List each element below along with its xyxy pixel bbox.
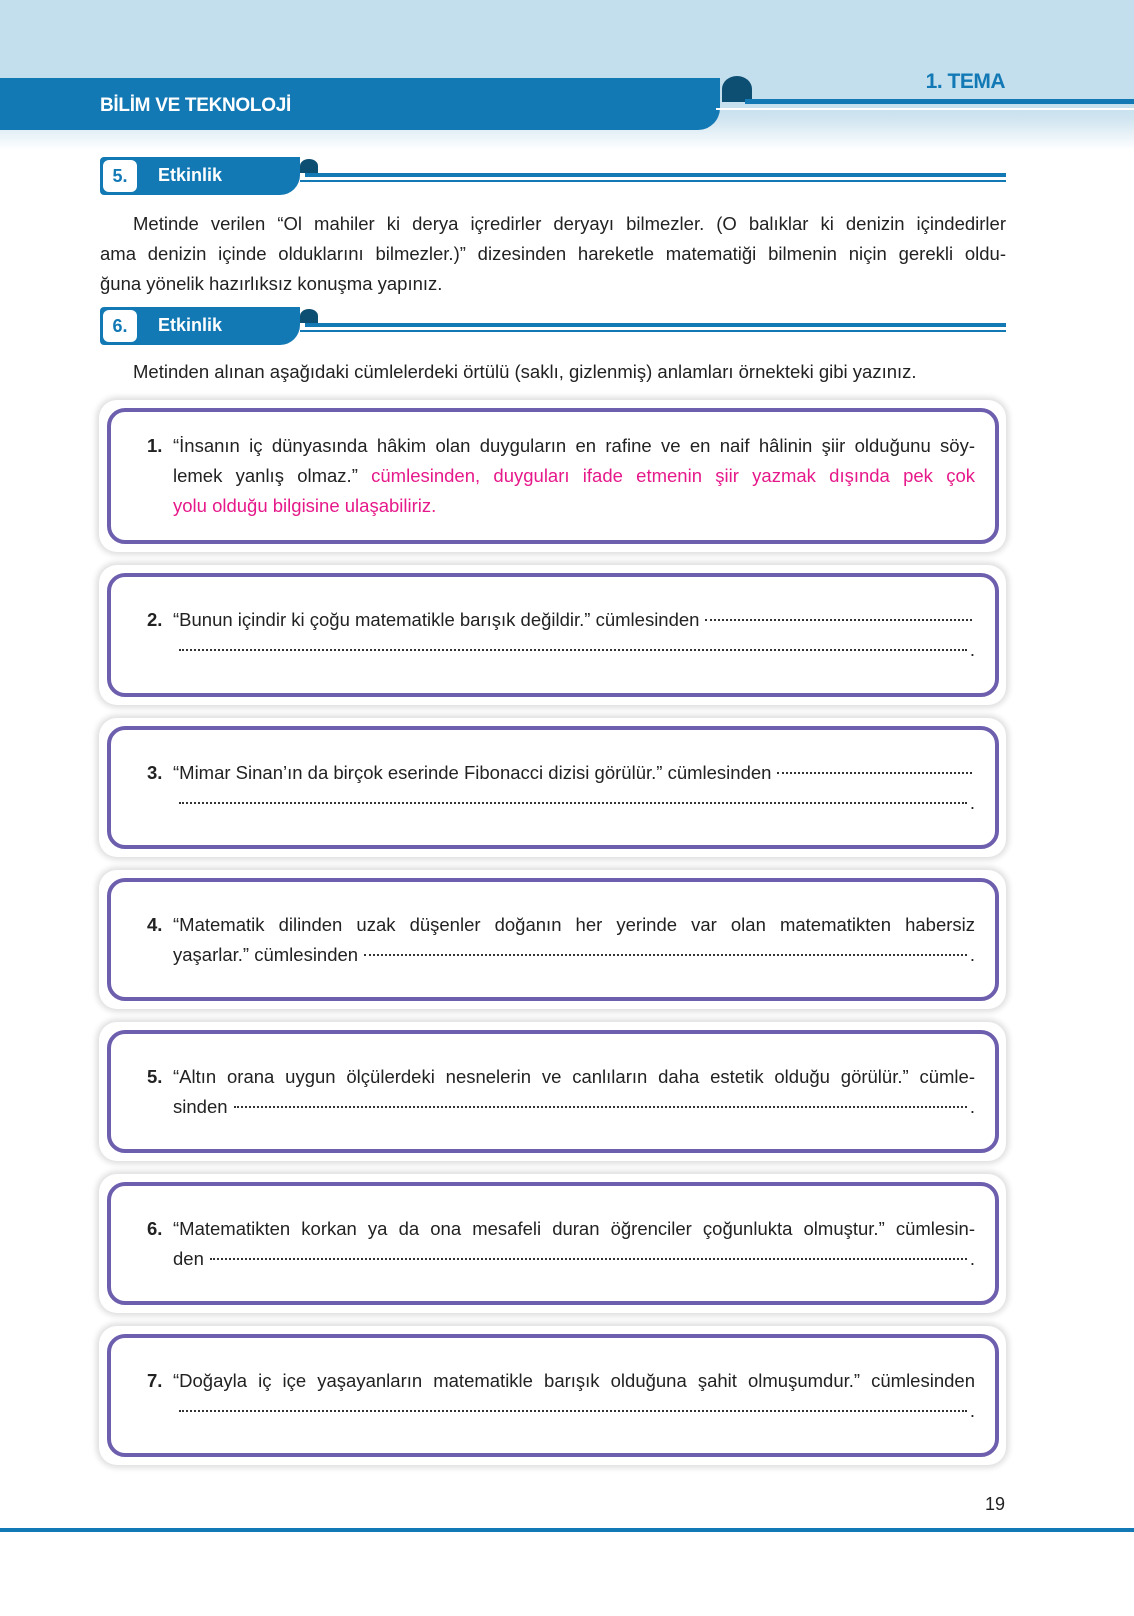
exercise-box (99, 1326, 1006, 1465)
footer-rule (0, 1528, 1134, 1532)
exercise-content (147, 1366, 975, 1426)
answer-blank[interactable] (179, 1410, 967, 1412)
exercise-box (99, 1174, 1006, 1313)
exercise-content (147, 605, 975, 665)
quote-text: “Bunun içindir ki çoğu matematikle barışık değildir.” cümlesinden (173, 609, 700, 630)
quote-text: yaşarlar.” cümlesinden (173, 943, 359, 965)
exercise-number: 3. (147, 761, 163, 783)
exercise-number: 5. (147, 1065, 163, 1087)
theme-label: 1. TEMA (925, 70, 1005, 93)
exercise-frame (107, 726, 999, 849)
quote-text: “Matematik dilinden uzak düşenler doğanın her yerinde var olan matematikten habersiz (173, 913, 975, 935)
quote-text: den (173, 1247, 204, 1269)
text-line: Metinde verilen “Ol mahiler ki derya içredirler deryayı bilmezler. (O balıklar ki denizin içindedirler (133, 213, 1006, 234)
answer-blank[interactable] (179, 649, 967, 651)
quote-text: “Mimar Sinan’ın da birçok eserinde Fibonacci dizisi görülür.” cümlesinden (173, 761, 772, 783)
exercise-line (147, 605, 975, 635)
quote-text: “Doğayla iç içe yaşayanların matematikle barışık olduğuna şahit olmuşumdur.” cümlesinden (173, 1369, 975, 1391)
activity-label: Etkinlik (158, 165, 223, 185)
exercise-frame (107, 1182, 999, 1305)
exercise-content (147, 758, 975, 818)
exercise-line (147, 1396, 975, 1426)
tab-curl (300, 159, 318, 173)
activity-number: 5. (103, 160, 137, 192)
exercise-line (147, 758, 975, 788)
activity-6-header (100, 307, 1006, 345)
quote-text: “Altın orana uygun ölçülerdeki nesnelerin ve canlıların daha estetik olduğu görülür.” cümle- (173, 1065, 975, 1087)
exercise-box (99, 718, 1006, 857)
exercise-frame (107, 878, 999, 1001)
header-rule-thin (300, 180, 1006, 182)
answer-blank[interactable] (234, 1106, 967, 1108)
line-end-period: . (969, 1247, 975, 1269)
text-line: ğuna yönelik hazırlıksız konuşma yapınız. (100, 273, 443, 294)
activity-6-instruction: Metinden alınan aşağıdaki cümlelerdeki örtülü (saklı, gizlenmiş) anlamları örnekteki gibi yazınız. (133, 361, 917, 382)
line-end-period: . (969, 639, 975, 660)
exercise-line (147, 461, 975, 491)
exercise-content (147, 910, 975, 970)
exercise-line (147, 1366, 975, 1396)
exercise-line (147, 431, 975, 461)
theme-rule-highlight (716, 108, 1134, 110)
exercise-line (147, 1062, 975, 1092)
answer-blank[interactable] (364, 954, 967, 956)
exercise-frame (107, 1030, 999, 1153)
quote-text: “Matematikten korkan ya da ona mesafeli duran öğrenciler çoğunlukta olmuştur.” cümlesin- (173, 1217, 975, 1239)
quote-text: sinden (173, 1095, 228, 1117)
exercise-line (147, 1244, 975, 1274)
answer-blank[interactable] (179, 802, 967, 804)
exercise-line (147, 910, 975, 940)
line-end-period: . (969, 943, 975, 965)
exercise-frame (107, 1334, 999, 1457)
line-end-period: . (969, 791, 975, 813)
exercise-box (99, 565, 1006, 705)
exercise-line (147, 1214, 975, 1244)
exercise-box (99, 870, 1006, 1009)
line-end-period: . (969, 1399, 975, 1421)
quote-text: lemek yanlış olmaz.” (173, 465, 372, 486)
exercise-number: 4. (147, 913, 163, 935)
section-title: BİLİM VE TEKNOLOJİ (100, 95, 291, 116)
exercise-line (147, 1092, 975, 1122)
quote-text: “İnsanın iç dünyasında hâkim olan duyguların en rafine ve en naif hâlinin şiir olduğunu söy- (173, 435, 975, 456)
exercise-content (147, 431, 975, 521)
exercise-frame (107, 408, 999, 544)
exercise-line (147, 635, 975, 665)
exercise-box (99, 1022, 1006, 1161)
theme-rule (745, 99, 1134, 104)
activity-5-text (100, 209, 1006, 299)
activity-label: Etkinlik (158, 315, 223, 335)
exercise-line (147, 491, 975, 521)
header-rule (305, 173, 1006, 177)
sample-answer-text: cümlesinden, duyguları ifade etmenin şiir yazmak dışında pek çok (371, 465, 975, 486)
activity-5-header (100, 157, 1006, 195)
text-line: ama denizin içinde olduklarını bilmezler.)” dizesinden hareketle matematiği bilmenin niçin gerekli oldu- (100, 243, 1006, 264)
tab-curl (300, 309, 318, 323)
sample-answer-text: yolu olduğu bilgisine ulaşabiliriz. (173, 495, 437, 516)
exercise-number: 2. (147, 609, 163, 630)
exercise-number: 7. (147, 1369, 163, 1391)
exercise-content (147, 1062, 975, 1122)
answer-blank[interactable] (210, 1258, 967, 1260)
activity-number: 6. (103, 310, 137, 342)
exercise-frame (107, 573, 999, 697)
page-number: 19 (984, 1494, 1005, 1514)
exercise-box (99, 400, 1006, 552)
header-rule-thin (300, 330, 1006, 332)
line-end-period: . (969, 1095, 975, 1117)
answer-blank[interactable] (705, 619, 972, 621)
exercise-number: 1. (147, 435, 163, 456)
exercise-line (147, 788, 975, 818)
answer-blank[interactable] (777, 772, 972, 774)
exercise-content (147, 1214, 975, 1274)
exercise-line (147, 940, 975, 970)
header-rule (305, 323, 1006, 327)
exercise-number: 6. (147, 1217, 163, 1239)
